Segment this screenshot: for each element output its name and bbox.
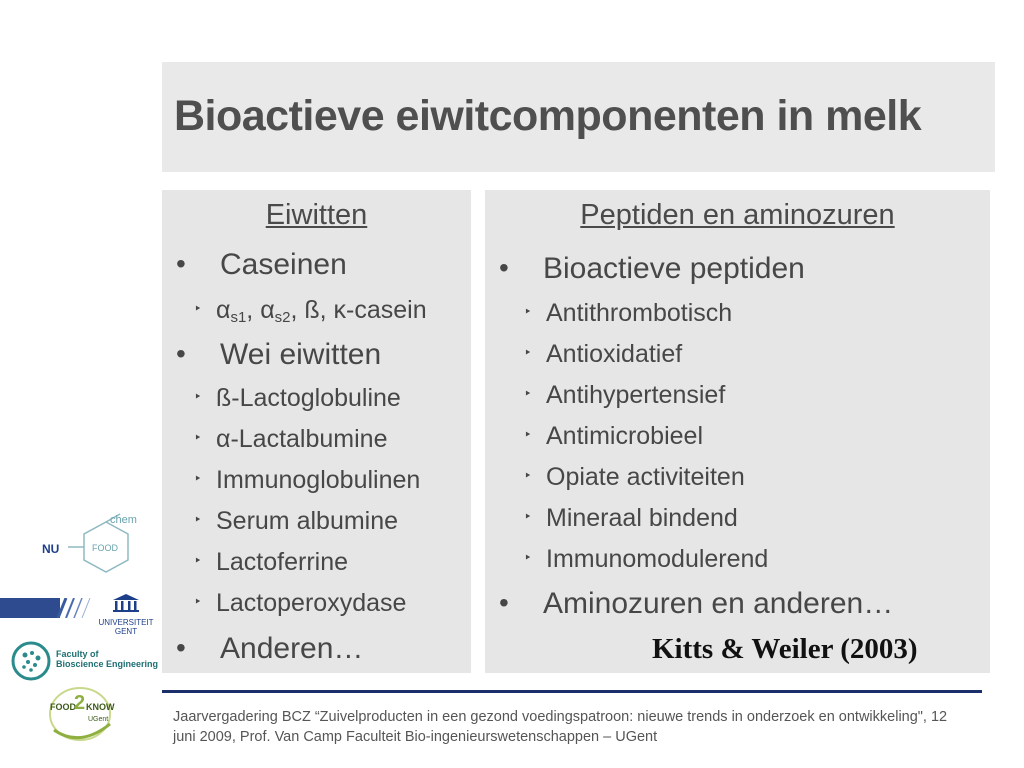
list-item-label: Caseinen	[220, 248, 347, 281]
list-item	[194, 507, 399, 536]
list-item-aminozuren	[499, 587, 894, 621]
casein-alpha1: α	[216, 296, 231, 324]
footer-divider	[162, 690, 982, 693]
list-item-label: Antihypertensief	[546, 381, 726, 409]
fbe-line1: Faculty of	[56, 649, 99, 659]
faculty-bioscience-logo	[10, 640, 160, 684]
sub-bullet-icon: ‣	[524, 304, 532, 319]
bullet-icon: •	[176, 632, 186, 663]
list-item-label: Opiate activiteiten	[546, 463, 745, 491]
slide-title: Bioactieve eiwitcomponenten in melk	[174, 92, 922, 140]
eiwitten-panel	[162, 190, 471, 673]
title-bar	[162, 62, 995, 172]
list-item	[194, 589, 407, 618]
list-item-anderen	[176, 632, 364, 666]
list-item-label: Mineraal bindend	[546, 504, 738, 532]
list-item-casein-types	[194, 296, 427, 326]
list-item-label: Immunoglobulinen	[216, 466, 421, 494]
citation: Kitts & Weiler (2003)	[652, 633, 918, 665]
casein-s1: s1	[230, 309, 247, 326]
bullet-icon: •	[176, 338, 186, 369]
ugent-stripe-band	[0, 598, 92, 618]
bullet-icon: •	[499, 252, 509, 283]
food2know-2-text: 2	[74, 692, 86, 714]
list-item	[524, 545, 769, 574]
food2know-know-text: KNOW	[86, 702, 115, 712]
university-building-icon	[112, 593, 140, 613]
bullet-icon: •	[499, 587, 509, 618]
sub-bullet-icon: ‣	[524, 427, 532, 442]
sub-bullet-icon: ‣	[194, 430, 202, 445]
peptiden-heading: Peptiden en aminozuren	[580, 199, 895, 231]
list-item	[524, 340, 683, 369]
list-item-bioactieve-peptiden	[499, 252, 805, 286]
list-item	[524, 381, 726, 410]
ugent-line1: UNIVERSITEIT	[98, 618, 154, 627]
food2know-logo	[44, 684, 120, 748]
casein-s2: s2	[274, 309, 291, 326]
list-item-label: Antimicrobieel	[546, 422, 704, 450]
sub-bullet-icon: ‣	[194, 553, 202, 568]
food2know-ugent-text: UGent	[88, 716, 109, 723]
list-item-label: Serum albumine	[216, 507, 399, 535]
sub-bullet-icon: ‣	[524, 345, 532, 360]
list-item-label: α-Lactalbumine	[216, 425, 388, 453]
list-item	[524, 504, 738, 533]
list-item-label: Wei eiwitten	[220, 338, 382, 371]
list-item-wei-eiwitten	[176, 338, 382, 372]
dots-circle-icon	[10, 640, 52, 682]
list-item-label: Immunomodulerend	[546, 545, 769, 573]
sub-bullet-icon: ‣	[524, 550, 532, 565]
sub-bullet-icon: ‣	[194, 594, 202, 609]
footer-text: Jaarvergadering BCZ “Zuivelproducten in een gezond voedingspatroon: nieuwe trends in onderzoek en ontwikkeling", 12 juni 2009, Prof. Van Camp Faculteit Bio-ingenieurswetenschappen – UGent	[173, 709, 948, 745]
list-item	[524, 299, 733, 328]
nu-food-logo	[40, 512, 150, 584]
nu-food-nu-text: NU	[42, 542, 60, 556]
list-item	[194, 466, 421, 495]
list-item-label: Anderen…	[220, 632, 364, 665]
sub-bullet-icon: ‣	[194, 471, 202, 486]
list-item	[194, 425, 388, 454]
sub-bullet-icon: ‣	[194, 512, 202, 527]
ugent-line2: GENT	[114, 627, 138, 636]
ugent-logo	[96, 593, 156, 637]
casein-alpha2: , α	[246, 296, 275, 324]
eiwitten-heading: Eiwitten	[265, 199, 368, 231]
sub-bullet-icon: ‣	[194, 389, 202, 404]
list-item-label: ß-Lactoglobuline	[216, 384, 401, 412]
list-item	[524, 463, 745, 492]
fbe-line2: Bioscience Engineering	[56, 659, 159, 669]
list-item-label: Aminozuren en anderen…	[543, 587, 894, 620]
list-item-caseinen	[176, 248, 347, 282]
list-item-label: Antithrombotisch	[546, 299, 733, 327]
list-item-label: Lactoferrine	[216, 548, 349, 576]
list-item	[194, 548, 349, 577]
bullet-icon: •	[176, 248, 186, 279]
list-item-label: Lactoperoxydase	[216, 589, 407, 617]
list-item-label: Bioactieve peptiden	[543, 252, 805, 285]
sub-bullet-icon: ‣	[524, 468, 532, 483]
sub-bullet-icon: ‣	[524, 509, 532, 524]
casein-rest: , ß, κ-casein	[290, 296, 427, 324]
list-item	[524, 422, 704, 451]
list-item-label: Antioxidatief	[546, 340, 683, 368]
food2know-food-text: FOOD	[50, 702, 76, 712]
nu-food-food-text: FOOD	[92, 543, 118, 553]
list-item	[194, 384, 401, 413]
sub-bullet-icon: ‣	[524, 386, 532, 401]
nu-food-chem-text: chem	[110, 514, 137, 526]
sub-bullet-icon: ‣	[194, 301, 202, 316]
peptiden-panel	[485, 190, 990, 673]
